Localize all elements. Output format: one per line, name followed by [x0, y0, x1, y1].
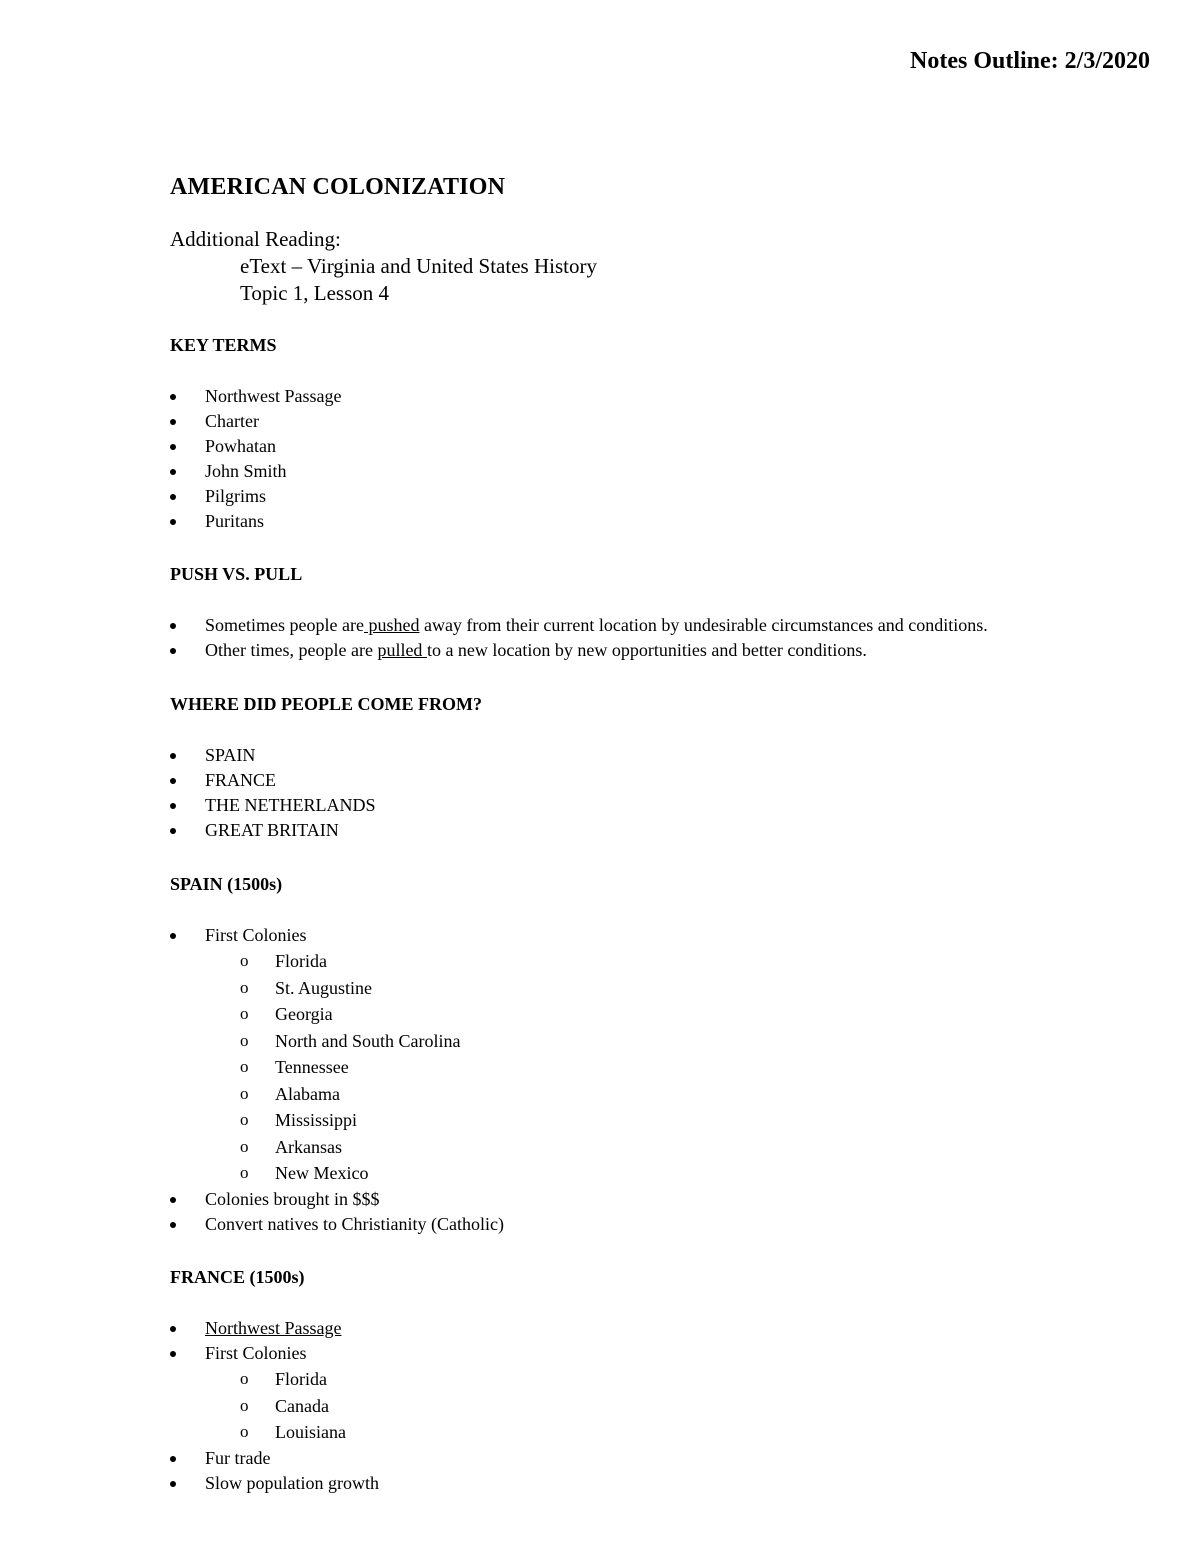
sub-list-item: o New Mexico: [170, 1160, 504, 1187]
circle-bullet-icon: o: [240, 1083, 249, 1103]
bullet-icon: [170, 394, 176, 400]
bullet-icon: [170, 933, 176, 939]
origins-list: [170, 743, 375, 843]
bullet-icon: [170, 778, 176, 784]
circle-bullet-icon: o: [240, 1369, 249, 1388]
sub-list-item: o North and South Carolina: [170, 1028, 504, 1055]
circle-bullet-icon: o: [240, 977, 249, 997]
circle-bullet-icon: o: [240, 1004, 249, 1023]
bullet-icon: [170, 753, 176, 759]
list-item: SPAIN: [170, 743, 375, 768]
bullet-icon: [170, 1481, 176, 1487]
section-heading: SPAIN (1500s): [170, 874, 283, 894]
france-list: [170, 1316, 379, 1496]
spain-list: [170, 923, 504, 1237]
bullet-icon: [170, 623, 176, 629]
reading-line-2: Topic 1, Lesson 4: [240, 281, 390, 305]
bullet-icon: [170, 1326, 176, 1332]
list-item: Convert natives to Christianity (Catholic): [170, 1212, 504, 1237]
bullet-icon: [170, 519, 176, 525]
circle-bullet-icon: o: [240, 1136, 249, 1156]
bullet-icon: [170, 828, 176, 834]
bullet-icon: [170, 1222, 176, 1228]
sub-list-container: [170, 1366, 379, 1446]
list-item: FRANCE: [170, 768, 375, 793]
circle-bullet-icon: o: [240, 1030, 249, 1050]
bullet-icon: [170, 419, 176, 425]
sub-list-item: o Canada: [170, 1393, 379, 1420]
sub-list-item: o Arkansas: [170, 1134, 504, 1161]
list-item: Colonies brought in $$$: [170, 1187, 504, 1212]
list-item: Pilgrims: [170, 484, 341, 509]
sub-list-item: o Mississippi: [170, 1107, 504, 1134]
list-item: Puritans: [170, 509, 341, 534]
circle-bullet-icon: o: [240, 1422, 249, 1441]
page-title: AMERICAN COLONIZATION: [170, 174, 506, 200]
section-heading: WHERE DID PEOPLE COME FROM?: [170, 694, 483, 714]
bullet-icon: [170, 444, 176, 450]
header-date: Notes Outline: 2/3/2020: [910, 48, 1150, 74]
key-terms-section: [170, 333, 342, 531]
list-item: Slow population growth: [170, 1471, 379, 1496]
section-heading: KEY TERMS: [170, 335, 277, 355]
list-item: John Smith: [170, 459, 341, 484]
circle-bullet-icon: o: [240, 1395, 249, 1415]
list-item: Northwest Passage: [170, 384, 341, 409]
list-item: First Colonies: [170, 1341, 379, 1366]
sub-list-item: o Louisiana: [170, 1419, 379, 1446]
sub-list-item: o Alabama: [170, 1081, 504, 1108]
list-item: Sometimes people are pushed away from their current location by undesirable circumstances and conditions.: [170, 613, 988, 638]
bullet-icon: [170, 1197, 176, 1203]
bullet-icon: [170, 803, 176, 809]
push-pull-list: [170, 613, 988, 663]
list-item: Other times, people are pulled to a new location by new opportunities and better conditions.: [170, 638, 988, 663]
sub-list-item: o Florida: [170, 1366, 379, 1393]
list-item: First Colonies: [170, 923, 504, 948]
list-item: THE NETHERLANDS: [170, 793, 375, 818]
list-item: GREAT BRITAIN: [170, 818, 375, 843]
circle-bullet-icon: o: [240, 1057, 249, 1076]
reading-line-1: eText – Virginia and United States History: [240, 254, 597, 278]
bullet-icon: [170, 494, 176, 500]
circle-bullet-icon: o: [240, 1110, 249, 1129]
additional-reading: [170, 226, 597, 307]
bullet-icon: [170, 648, 176, 654]
list-item: Charter: [170, 409, 341, 434]
section-heading: FRANCE (1500s): [170, 1267, 305, 1287]
bullet-icon: [170, 469, 176, 475]
bullet-icon: [170, 1456, 176, 1462]
reading-label: Additional Reading:: [170, 227, 341, 251]
sub-list-item: o Tennessee: [170, 1054, 504, 1081]
key-terms-list: [170, 384, 341, 534]
spain-section: [170, 872, 504, 1234]
circle-bullet-icon: o: [240, 951, 249, 970]
push-pull-section: [170, 562, 988, 660]
france-colonies-list: [170, 1366, 379, 1446]
sub-list-item: o Georgia: [170, 1001, 504, 1028]
circle-bullet-icon: o: [240, 1163, 249, 1182]
list-item: Fur trade: [170, 1446, 379, 1471]
sub-list-container: [170, 948, 504, 1187]
sub-list-item: o St. Augustine: [170, 975, 504, 1002]
spain-colonies-list: [170, 948, 504, 1187]
bullet-icon: [170, 1351, 176, 1357]
list-item: Powhatan: [170, 434, 341, 459]
sub-list-item: o Florida: [170, 948, 504, 975]
origins-section: [170, 692, 483, 840]
list-item: Northwest Passage: [170, 1316, 379, 1341]
section-heading: PUSH VS. PULL: [170, 564, 303, 584]
france-section: [170, 1265, 379, 1493]
